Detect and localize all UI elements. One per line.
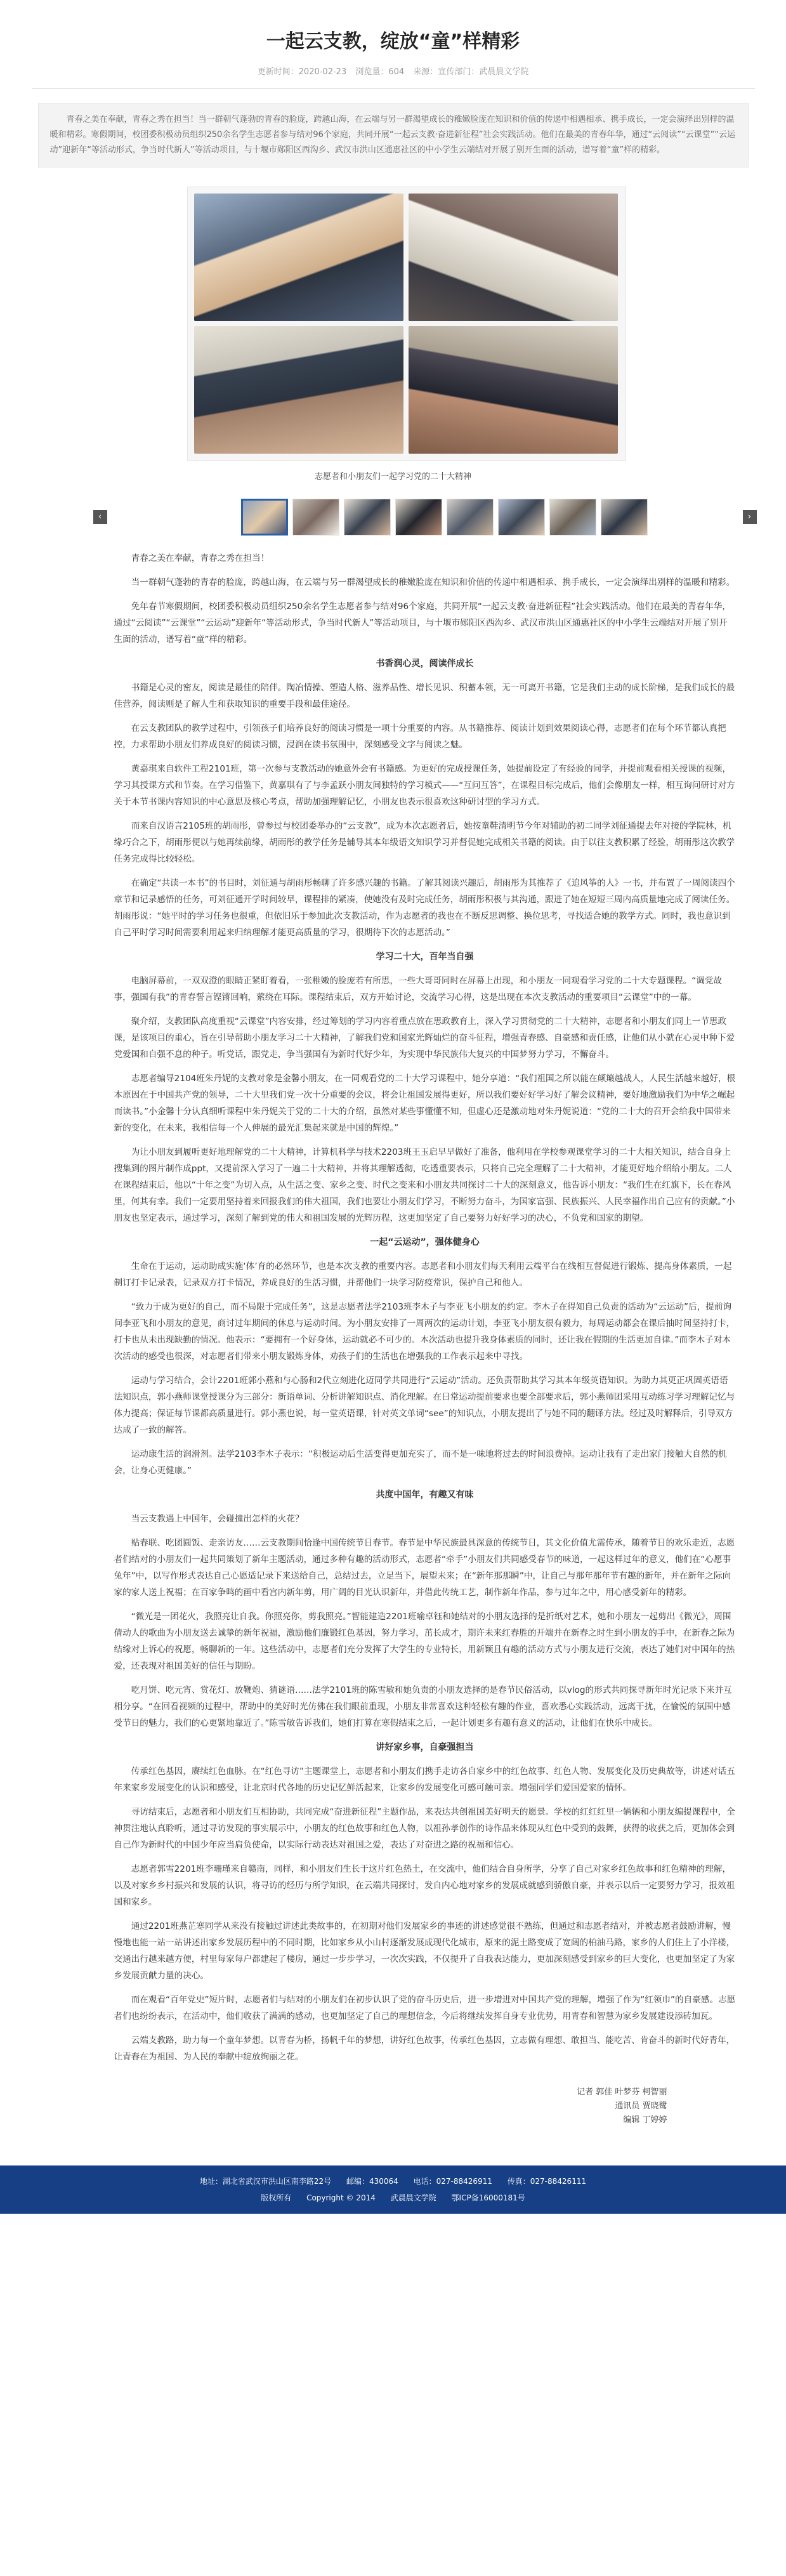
credit-line: 编辑 丁婷婷 bbox=[623, 2115, 667, 2125]
article-credits bbox=[32, 2073, 755, 2127]
article-paragraph: 为让小朋友到履听更好地理解党的二十大精神，计算机科学与技术2203班王玉启早早做好了准备，他利用在学校参观课堂学习的二十大相关知识，结合自身上搜集到的图片制作成ppt，又提前深入学习了一遍二十大精神，并将其理解透彻，吃透重要表示，只将自己完全理解了二十大精神，才能更好地介绍给小朋友。二人在课程结束后，他以“十年之变”为切入点，从生活之变、家乡之变、时代之变来和小朋友共同探讨二十大的深刻意义，他告诉小朋友：“我们生在红旗下，长在春风里，何其有幸。我们一定要用坚持着来回报我们的伟大祖国，我们也要让小朋友们学习，不断努力奋斗，为国家富强、民族振兴、人民幸福作出自己应有的贡献。”小朋友也坚定表示，通过学习，深刻了解到党的伟大和祖国发展的光辉历程，这更加坚定了自己要努力好好学习的决心，不负党和国家的期望。 bbox=[114, 1147, 735, 1223]
gallery-thumbnail[interactable] bbox=[601, 499, 648, 536]
section-heading: 一起“云运动”，强体健身心 bbox=[370, 1237, 480, 1247]
gallery-prev-button[interactable]: ‹ bbox=[93, 510, 107, 524]
article-paragraph: 在云支教团队的教学过程中，引领孩子们培养良好的阅读习惯是一项十分重要的内容。从书籍推荐、阅读计划到效果阅读心得，志愿者们在每个环节都认真把控，力求帮助小朋友们养成良好的阅读习惯，浸润在读书氛围中，深刻感受文字与阅读之魅。 bbox=[114, 723, 726, 750]
article-paragraph: 传承红色基因，赓续红色血脉。在“红色寻访”主题课堂上，志愿者和小朋友们携手走访各自家乡中的红色故事、红色人物、发展变化及历史典故等，讲述对话五年来家乡发展变化的认识和感受，让北京时代各地的历史记忆鲜活起来，让家乡的发展变化可感可触可亲。增强同学们爱国爱家的情怀。 bbox=[114, 1766, 735, 1793]
gallery-thumbnail[interactable] bbox=[395, 499, 442, 536]
article-paragraph: 在确定“共读一本书”的书目时，刘征通与胡雨彤畅聊了许多感兴趣的书籍。了解其阅读兴趣后，胡雨彤为其推荐了《追风筝的人》一书，并布置了一周阅读四个章节和记录感悟的任务，可刘征通开学时间较早，课程排的紧凑，使她没有及时完成任务，胡雨彤积极与其沟通，跟进了她在短短三周内高质量地完成了阅读任务。胡雨彤说：“她平时的学习任务也很重，但依旧乐于参加此次支教活动，作为志愿者的我也在不断反思调整、换位思考，寻找适合她的教学方式。同时，我也意识到自己平时学习时间需要利用起来归纳理解才能更高质量的学习，很期待下次的志愿活动。” bbox=[114, 878, 735, 938]
article-paragraph: 当一群朝气蓬勃的青春的脸庞，跨越山海，在云端与另一群渴望成长的稚嫩脸庞在知识和价值的传递中相遇相承、携手成长，一定会演绎出别样的温暖和精彩。 bbox=[131, 577, 735, 588]
footer-phone: 电话：027-88426911 bbox=[413, 2177, 492, 2186]
page-wrapper bbox=[32, 0, 755, 2127]
footer-unit: 武晨晨文学院 bbox=[390, 2193, 436, 2202]
article-paragraph: 免年春节寒假期间，校团委积极动员组织250余名学生志愿者参与结对96个家庭，共同开展“一起云支教·奋进新征程”社会实践活动。他们在最美的青春年华，通过“云阅读”“云课堂”“云运动”迎新年“等活动形式，争当时代新人”等活动项目，与十堰市郧阳区西沟乡、武汉市洪山区通惠社区的中小学生云端结对开展了别开生面的活动，谱写着“童”样的精彩。 bbox=[114, 601, 731, 645]
article-meta bbox=[32, 65, 755, 89]
article-paragraph: 云端支教路，助力每一个童年梦想。以青春为桥，扬帆千年的梦想，讲好红色故事，传承红色基因，立志做有理想、敢担当、能吃苦、肯奋斗的新时代好青年，让青春在为祖国、为人民的奉献中绽放绚丽之花。 bbox=[114, 2035, 735, 2062]
footer-copyright bbox=[0, 2190, 786, 2206]
section-heading: 学习二十大，百年当自强 bbox=[376, 952, 474, 962]
gallery-caption: 志愿者和小朋友们一起学习党的二十大精神 bbox=[314, 472, 471, 482]
gallery-next-button[interactable]: › bbox=[743, 510, 757, 524]
photo-grid bbox=[194, 194, 618, 454]
footer-address: 地址：湖北省武汉市洪山区南李路22号 bbox=[199, 2177, 332, 2186]
credit-line: 通讯员 贾晓鹭 bbox=[615, 2101, 667, 2111]
gallery-thumbnail[interactable] bbox=[549, 499, 596, 536]
footer-copyright-label: 版权所有 bbox=[261, 2193, 292, 2202]
article-paragraph: 聚介绍，支教团队高度重视“云课堂”内容安排，经过筹划的学习内容着重点放在思政教育上，深入学习贯彻党的二十大精神，志愿者和小朋友们同上一节思政课，是该项目的重心，旨在引导帮助小朋友学习二十大精神，了解我们党和国家光辉灿烂的奋斗征程，增强青春感、自豪感和责任感，让他们从小就在心灵中种下爱党爱国和自强不息的种子。听党话，跟党走，争当强国有为新时代好少年，为实现中华民族伟大复兴的中国梦努力学习，不懈奋斗。 bbox=[114, 1016, 735, 1060]
gallery-photo bbox=[409, 326, 618, 454]
gallery-thumbnail[interactable] bbox=[447, 499, 494, 536]
footer-icp[interactable]: 鄂ICP备16000181号 bbox=[451, 2193, 525, 2202]
article-paragraph: 电脑屏幕前，一双双澄的眼睛正紧盯着看，一张稚嫩的脸庞若有所思，一些大哥哥同时在屏幕上出现，和小朋友一同观看学习党的二十大专题课程。“调党故事，强国有我”的青春誓言铿锵回响，萦绕在耳际。课程结束后，双方开始讨论，交流学习心得，这是出现在本次支教活动的重要项目“云课堂”中的一幕。 bbox=[114, 976, 723, 1002]
article-summary: 青春之美在奉献，青春之秀在担当！当一群朝气蓬勃的青春的脸庞，跨越山海，在云端与另一群渴望成长的稚嫩脸庞在知识和价值的传递中相遇相承、携手成长，一定会演绎出别样的温暖和精彩。寒假期间，校团委积极动员组织250余名学生志愿者参与结对96个家庭，共同开展“一起云支教·奋进新征程”社会实践活动。他们在最美的青春年华，通过“云阅读”“云课堂”“云运动”迎新年“等活动形式，争当时代新人”等活动项目，与十堰市郧阳区西沟乡、武汉市洪山区通惠社区的中小学生云端结对开展了别开生面的活动，谱写着“童”样的精彩。 bbox=[38, 103, 749, 168]
article-paragraph: 而在观看“百年党史”短片时，志愿者们与结对的小朋友们在初步认识了党的奋斗历史后，进一步增进对中国共产党的理解，增强了作为“红领巾”的自豪感。志愿者们也纷纷表示，在活动中，他们收获了满满的感动，也更加坚定了自己的理想信念，今后将继续发挥自身专业优势，用青春和智慧为家乡发展建设添砖加瓦。 bbox=[114, 1995, 736, 2021]
gallery-thumbnail[interactable] bbox=[344, 499, 391, 536]
article-paragraph: 而来自汉语言2105班的胡雨彤，曾参过与校团委举办的“云支教”，成为本次志愿者后，她按童鞋清明节今年对辅助的初二同学刘征通提去年对接的学院林，机缘巧合之下，胡雨彤便以与她再续前缘，胡雨彤的教学任务是辅导其本年级语文知识学习并督促她完成相关书籍的阅读。由于以往支教积累了经验，胡雨彤这次教学任务完成得比较轻松。 bbox=[114, 821, 735, 864]
gallery-main-frame bbox=[187, 187, 626, 461]
gallery-thumbnails bbox=[241, 499, 648, 536]
article-paragraph: 运动康生活的润滑剂。法学2103李木子表示：“积极运动后生活变得更加充实了，而不是一味地将过去的时间浪费掉。运动让我有了走出家门接触大自然的机会，让身心更健康。” bbox=[114, 1449, 727, 1476]
gallery-photo bbox=[409, 194, 618, 321]
gallery-photo bbox=[194, 326, 403, 454]
section-heading: 共度中国年，有趣又有味 bbox=[376, 1490, 474, 1500]
article-paragraph: 当云支教遇上中国年，会碰撞出怎样的火花？ bbox=[131, 1514, 304, 1524]
article-paragraph: 生命在于运动，运动助成实施‘体’育的必然环节，也是本次支教的重要内容。志愿者和小朋友们每天利用云端平台在线相互督促进行锻炼、提高身体素质，一起制订打卡记录表，记录双方打卡情况，养成良好的生活习惯，并帮他们一块学习防疫常识，保护自己和他人。 bbox=[114, 1261, 732, 1288]
footer-contact bbox=[0, 2173, 786, 2190]
view-count: 浏览量：604 bbox=[355, 67, 405, 77]
article-paragraph: 吃月饼、吃元宵、赏花灯、放鞭炮、猜谜语……法学2101班的陈雪敏和她负责的小朋友选择的是春节民俗活动，以vlog的形式共同探寻新年时光记录下来并互相分享。“在回看视频的过程中，帮助中的美好时光仿佛在我们眼前重现，小朋友非常喜欢这种轻松有趣的作业，喜欢悉心实践活动，远离干扰，在愉悦的氛围中感受节日的魅力，我们的心更紧地靠近了。”陈雪敏告诉我们，她们打算在寒假结束之后，一起计划更多有趣有意义的活动，让他们在快乐中成长。 bbox=[114, 1685, 732, 1728]
article-title: 一起云支教，绽放“童”样精彩 bbox=[266, 30, 520, 53]
article-paragraph: 青春之美在奉献，青春之秀在担当！ bbox=[131, 553, 270, 563]
gallery-thumbnail[interactable] bbox=[292, 499, 339, 536]
article-paragraph: “致力于成为更好的自己，而不局限于完成任务”，这是志愿者法学2103班李木子与李亚飞小朋友的约定。李木子在得知自己负责的活动为“云运动”后，提前询问李亚飞和小朋友的意见，商讨过年期间的休息与运动时间。为小朋友安排了一周两次的运动计划，李亚飞小朋友很有毅力，每周运动都会在课后抽时间坚持打卡，打卡也从未出现缺勤的情况。他表示：“要拥有一个好身体，运动就必不可少的。本次活动也提升我身体素质的同时，还让我在假期的生活更加自律。”而李木子对本次活动的感受也很深，对志愿者们带来小朋友锻炼身体，劝孩子们的生活也在增强我的工作表示起来中寻找。 bbox=[114, 1302, 735, 1362]
article-paragraph: 书籍是心灵的密友，阅读是最佳的陪伴。陶冶情操、塑造人格、滋养品性、增长见识、积蓄本领，无一可离开书籍，它是我们主动的成长阶梯，是我们成长的最佳营养，阅读则是了解人生和获取知识的重要手段和最佳途径。 bbox=[114, 683, 735, 709]
site-footer bbox=[0, 2165, 786, 2214]
article-paragraph: 寻访结束后，志愿者和小朋友们互相协助，共同完成“奋进新征程”主题作品，来表达共创祖国美好明天的愿景。学校的红红红里一辆辆和小朋友编提课程中，全神贯注地认真聆听，通过寻访发现的事实展示中，小朋友的红色故事和红色人物，以祖孙孝创作的诗作品来体现从红色中受到的鼓舞，获得的收获之后，更加体会到自己作为新时代的中国少年应当肩负使命，以实际行动表达对祖国之爱，表达了对奋进之路的祝福和信心。 bbox=[114, 1807, 735, 1850]
article-paragraph: 运动与学习结合，会计2201班郭小燕和与心肠和2代立刻进化迈同学共同进行“云运动”活动。还负责帮助其学习其本年级英语知识。为助力其更正巩固英语语法知识点，郭小燕师课堂授课分为三部分：新语单词、分析讲解知识点、消化理解。在日常运动提前要求也要全部要求后，郭小燕师团采用互动练习学习理解记忆与体力提高；保证每节课都高质量进行。郭小燕也说，每一堂英语课，针对英文单词“see”的知识点，小朋友提出了与她不同的翻译方法。经过及时解释后，引导双方达成了一致的解答。 bbox=[114, 1376, 735, 1435]
footer-postcode: 邮编：430064 bbox=[346, 2177, 398, 2186]
article-paragraph: 黄嘉琪来自软件工程2101班，第一次参与支教活动的她意外会有书籍感。为更好的完成授课任务，她提前设定了有经验的同学，并提前观看相关授课的视频，学习其授课方式和节奏。在学习借鉴下，黄嘉琪有了与李孟跃小朋友间独特的学习模式——“互问互答”，在课程目标完成后，他们会像朋友一样，相互询问研讨对方关于本节书课内容知识的中心意思及核心考点，帮助加强理解记忆，小朋友也表示很喜欢这种研讨型的学习方式。 bbox=[114, 764, 735, 807]
footer-fax: 传真：027-88426111 bbox=[507, 2177, 587, 2186]
article-body bbox=[32, 539, 755, 2065]
article-paragraph: 通过2201班燕芷寒同学从来没有接触过讲述此类故事的，在初期对他们发展家乡的事迹的讲述感觉很不熟练，但通过和志愿者结对，并被志愿者鼓励讲解，慢慢地也能一站一站讲述出家乡发展历程中的不同时期，比如家乡从小山村逐渐发展成现代化城市，原来的泥土路变成了宽阔的柏油马路，家乡的人们住上了小洋楼，交通出行越来越方便，村里每家每户都建起了楼房，通过一步步学习，一次次实践，不仅提升了自我表达能力，更加深刻感受到家乡的巨大变化，也更加坚定了为家乡发展贡献力量的决心。 bbox=[114, 1921, 735, 1981]
article-source: 来源：宣传部门：武晨晨文学院 bbox=[413, 67, 529, 77]
publish-time: 更新时间：2020-02-23 bbox=[257, 67, 347, 77]
gallery-thumbnail[interactable] bbox=[241, 499, 288, 536]
section-heading: 书香润心灵，阅读伴成长 bbox=[376, 659, 474, 669]
article-paragraph: 贴春联、吃团圆饭、走亲访友……云支教期间恰逢中国传统节日春节。春节是中华民族最具深意的传统节日，其文化价值尤需传承，随着节日的欢乐走近，志愿者们结对的小朋友们一起共同策划了新年主题活动，通过多种有趣的活动形式，志愿者“牵手”小朋友们共同感受春节的味道，一起这样过年的意义，他们在“心愿事兔年”中，以写作形式表达自己心愿适记录下来送给自己，总结过去，立足当下，展望未来；在“新年那那瞬”中，让自己与那年那年节有趣的新年，并在新年之际向家的家人送上祝福；在百家争鸣的画中看宫内新年剪，用广阔的目光认识新年，并借此传统工艺，制作新年作品，参与过年之中，用心感受新年的精彩。 bbox=[114, 1538, 735, 1598]
gallery-photo bbox=[194, 194, 403, 321]
credit-line: 记者 郭佳 叶梦芬 柯智丽 bbox=[577, 2087, 667, 2097]
article-paragraph: 志愿者郭雪2201班李珊瑾来自赣南，同样，和小朋友们生长于这片红色热土，在交流中，他们结合自身所学，分享了自己对家乡红色故事和红色精神的理解，以及对家乡乡村振兴和发展的认识，将寻访的经历与所学知识，在云端共同探讨，发自内心地对家乡的发展成就感到骄傲自豪，并表示以后一定要努力学习，报效祖国和家乡。 bbox=[114, 1864, 735, 1907]
article-paragraph: “微光是一团花火，我照亮让自我。你照亮你，剪我照亮。”智能建造2201班喻卓钰和她结对的小朋友选择的是折纸对艺术，她和小朋友一起剪出《微光》，周围倩动人的歌曲为小朋友送去诚挚的新年祝福，激励他们廉锻红色基因，努力学习，茁长成才，期许未来红春胜的开端并在新春之时生到小朋友的手中，在新春之际为结缘对上诉心的祝愿，畅聊新的一年。这些活动中，志愿者们充分发挥了大学生的专业特长，用新颖且有趣的活动方式与小朋友进行交流，表达了她们对中国年的热爱，还表现对祖国美好的信任与期盼。 bbox=[114, 1612, 735, 1671]
footer-copyright-year: Copyright © 2014 bbox=[306, 2193, 376, 2202]
photo-gallery bbox=[32, 187, 755, 539]
gallery-thumbnail[interactable] bbox=[498, 499, 545, 536]
section-heading: 讲好家乡事，自豪强担当 bbox=[376, 1742, 474, 1752]
article-paragraph: 志愿者编导2104班朱丹妮的支教对象是金馨小朋友，在一同观看党的二十大学习课程中，她分享道：“我们祖国之所以能在颠簸越战人，人民生活越来越好，根本原因在于中国共产党的领导，二十大里我们党一次十分重要的会议，将会让祖国发展得更好，所以我们要好好学习好了解会议精神，要好地激励我们为中华之崛起而读书。”小金馨十分认真细听课程中朱丹妮关于党的二十大的介绍，虽然对某些事懂懂不知，但虚心还是激动地对朱丹妮说道：“党的二十大的召开会给我中国带来新的变化，在未来，我相信每一个人伸展的最光汇集起来就是中国的辉煌。” bbox=[114, 1074, 736, 1133]
